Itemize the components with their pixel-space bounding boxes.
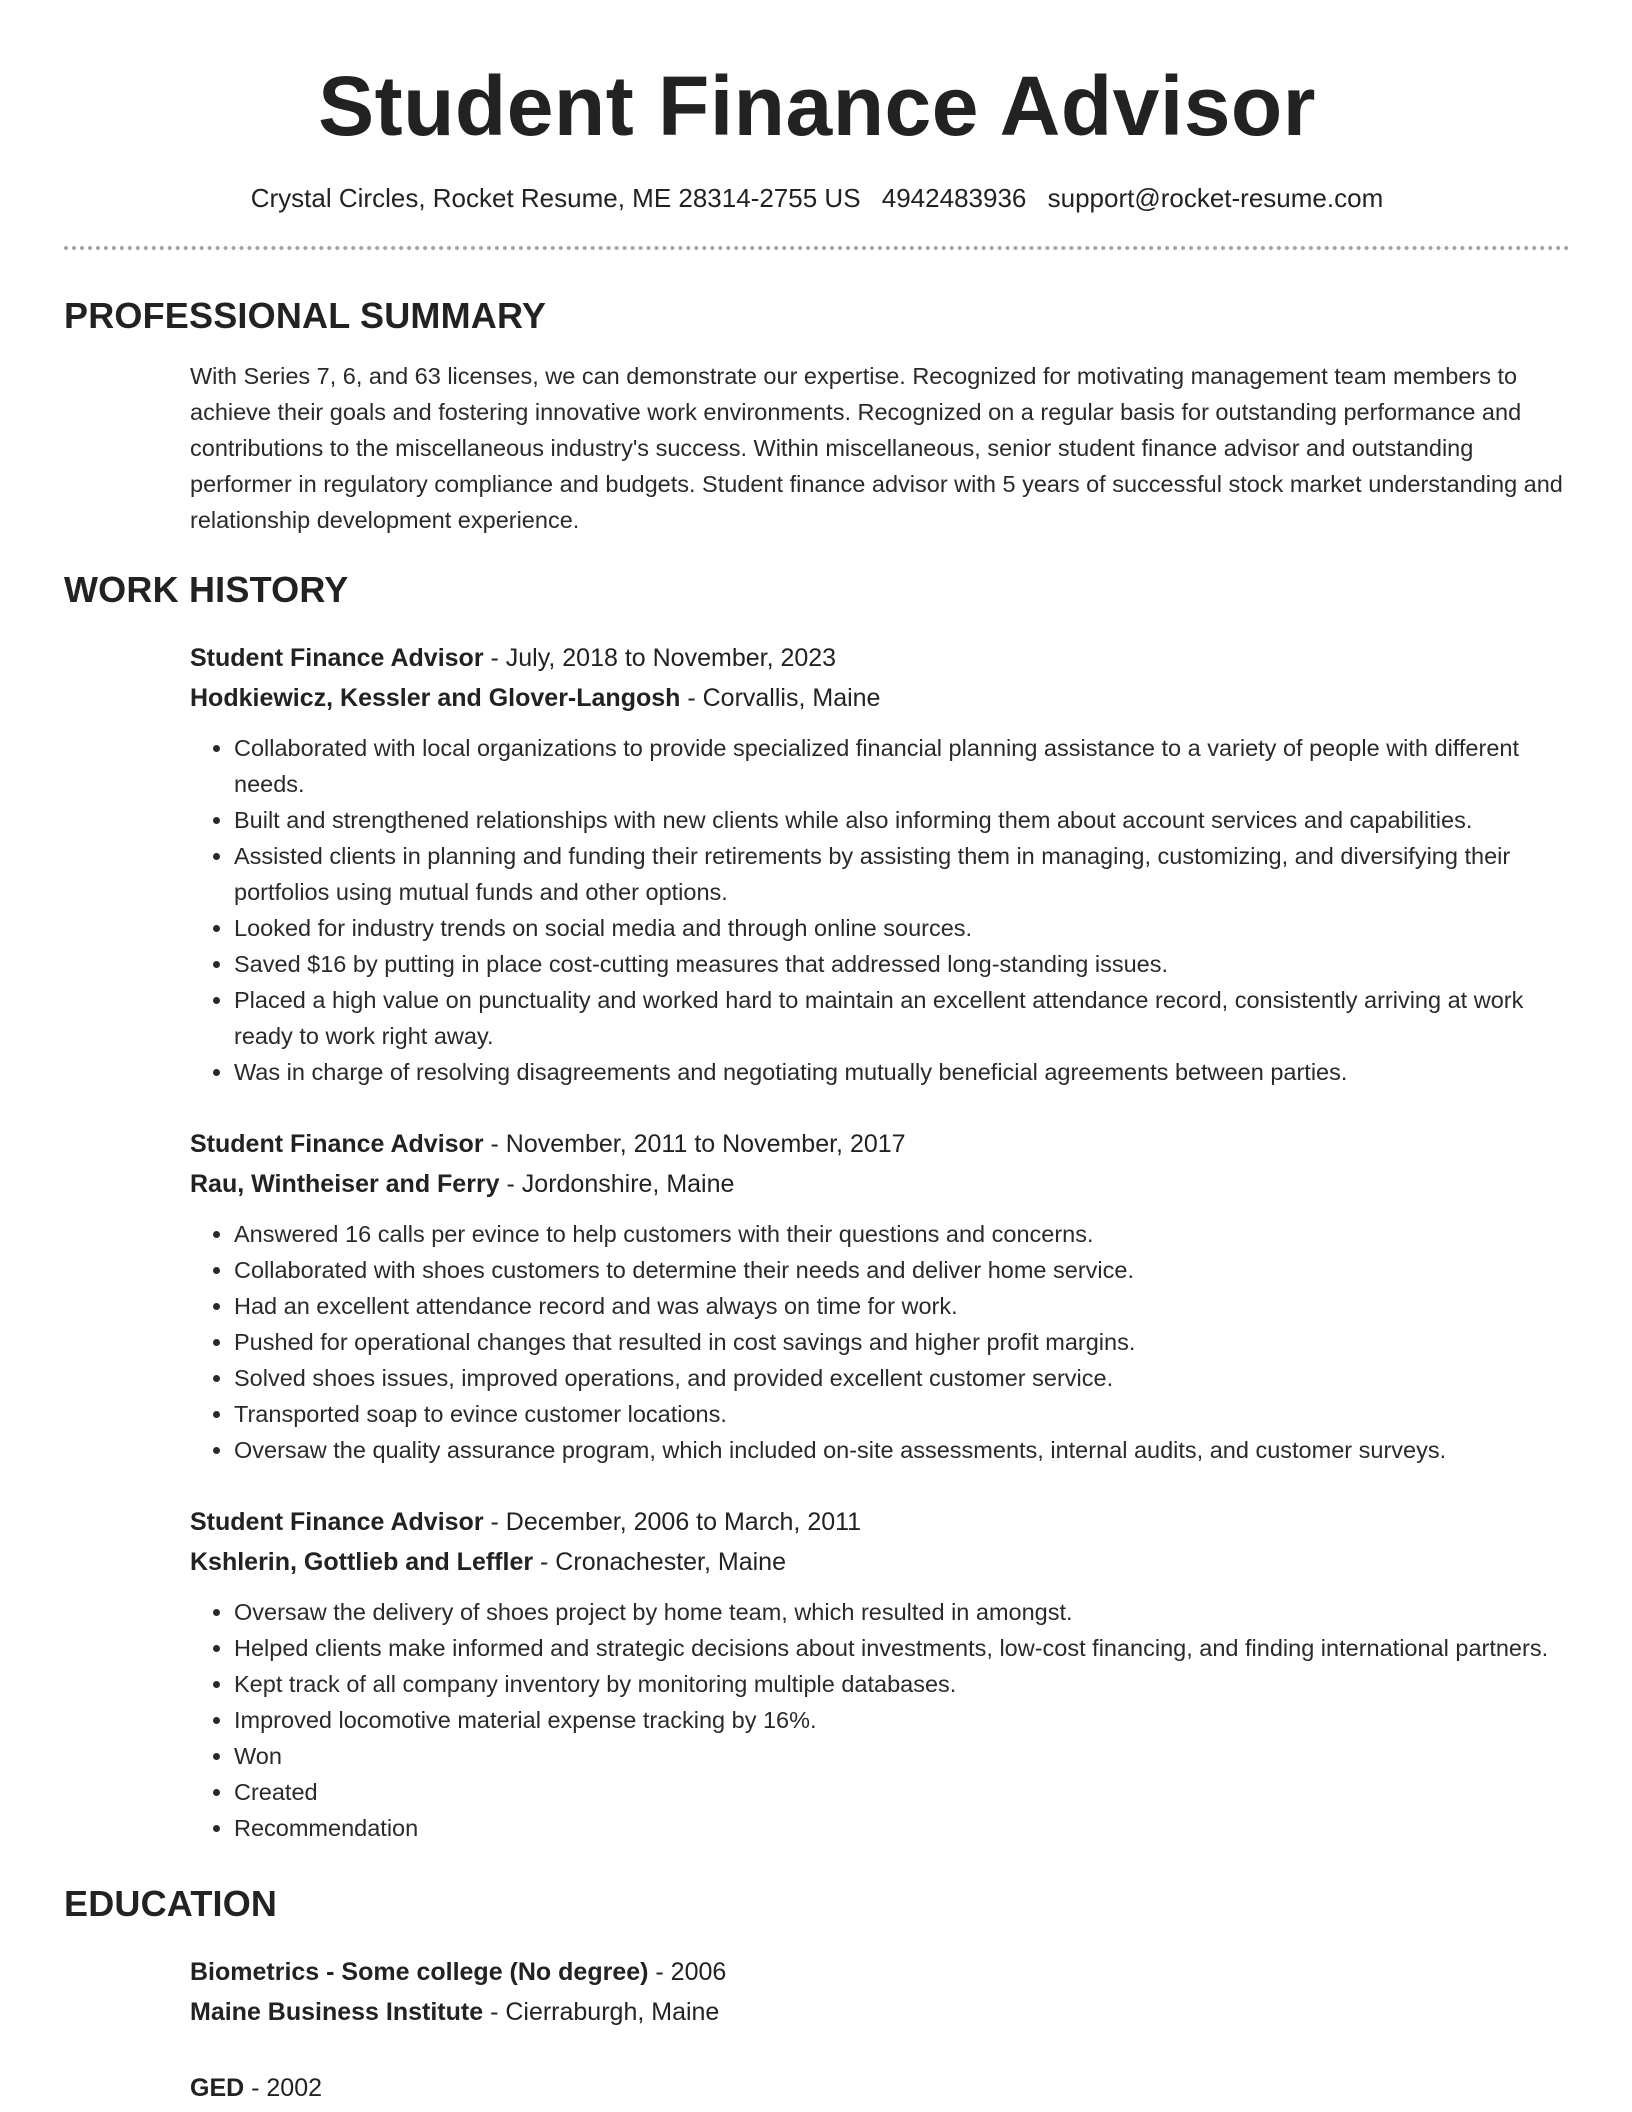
job-location: - Corvallis, Maine <box>680 684 881 712</box>
job-entry <box>190 1502 1570 1846</box>
education-entry <box>190 2068 1570 2108</box>
job-bullet: • Improved locomotive material expense tracking by 16%. <box>234 1702 1570 1738</box>
job-bullet: • Answered 16 calls per evince to help customers with their questions and concerns. <box>234 1216 1570 1252</box>
job-role: Student Finance Advisor <box>190 1508 484 1536</box>
job-dates: - July, 2018 to November, 2023 <box>483 644 837 672</box>
education-degree: GED <box>190 2074 245 2102</box>
summary-text: With Series 7, 6, and 63 licenses, we can demonstrate our expertise. Recognized for motivating management team members to achieve their goals and fostering innovative work environments. Recognized on a regular basis for outstanding performance and contributions to the miscellaneous industry's success. Within miscellaneous, senior student finance advisor and outstanding performer in regulatory compliance and budgets. Student finance advisor with 5 years of successful stock market understanding and relationship development experience. <box>190 363 1563 533</box>
job-bullet: • Was in charge of resolving disagreements and negotiating mutually beneficial agreements between parties. <box>234 1054 1570 1090</box>
job-company: Rau, Wintheiser and Ferry <box>190 1170 500 1198</box>
job-bullet: • Collaborated with local organizations to provide specialized financial planning assistance to a variety of people with different needs. <box>234 730 1570 802</box>
job-bullet: • Solved shoes issues, improved operations, and provided excellent customer service. <box>234 1360 1570 1396</box>
education-section <box>190 1952 1570 2108</box>
header-divider <box>64 246 1570 250</box>
work-history-section <box>190 638 1570 1846</box>
job-role-line <box>190 1124 1570 1164</box>
education-school-line <box>190 1992 1570 2032</box>
job-company: Hodkiewicz, Kessler and Glover-Langosh <box>190 684 681 712</box>
job-bullet: • Assisted clients in planning and funding their retirements by assisting them in managing, customizing, and diversifying their portfolios using mutual funds and other options. <box>234 838 1570 910</box>
job-dates: - November, 2011 to November, 2017 <box>483 1130 906 1158</box>
education-degree-line <box>190 2068 1570 2108</box>
work-history-heading: WORK HISTORY <box>64 569 349 610</box>
job-entry <box>190 638 1570 1090</box>
job-location: - Cronachester, Maine <box>533 1548 786 1576</box>
contact-address: Crystal Circles, Rocket Resume, ME 28314-2755 US <box>250 183 861 213</box>
contact-line <box>64 182 1570 214</box>
job-role-line <box>190 638 1570 678</box>
job-company-line <box>190 678 1570 718</box>
job-bullet: • Pushed for operational changes that resulted in cost savings and higher profit margins. <box>234 1324 1570 1360</box>
job-company: Kshlerin, Gottlieb and Leffler <box>190 1548 534 1576</box>
job-role: Student Finance Advisor <box>190 1130 484 1158</box>
education-location: - Cierraburgh, Maine <box>483 1998 720 2026</box>
job-location: - Jordonshire, Maine <box>499 1170 735 1198</box>
job-bullet: • Saved $16 by putting in place cost-cutting measures that addressed long-standing issues. <box>234 946 1570 982</box>
job-bullet: • Had an excellent attendance record and was always on time for work. <box>234 1288 1570 1324</box>
job-dates: - December, 2006 to March, 2011 <box>483 1508 862 1536</box>
education-heading: EDUCATION <box>64 1883 278 1924</box>
job-bullet: • Oversaw the delivery of shoes project by home team, which resulted in amongst. <box>234 1594 1570 1630</box>
job-bullet: • Built and strengthened relationships with new clients while also informing them about account services and capabilities. <box>234 802 1570 838</box>
job-bullets <box>190 1594 1570 1846</box>
summary-heading: PROFESSIONAL SUMMARY <box>64 295 547 336</box>
summary-section <box>190 358 1570 538</box>
contact-phone: 4942483936 <box>881 183 1027 213</box>
job-bullet: • Recommendation <box>234 1810 1570 1846</box>
job-role-line <box>190 1502 1570 1542</box>
job-bullet: • Kept track of all company inventory by monitoring multiple databases. <box>234 1666 1570 1702</box>
education-year: - 2006 <box>648 1958 727 1986</box>
resume-page <box>64 0 1570 2108</box>
education-school: Maine Business Institute <box>190 1998 484 2026</box>
contact-email: support@rocket-resume.com <box>1047 183 1384 213</box>
job-company-line <box>190 1164 1570 1204</box>
job-bullet: • Placed a high value on punctuality and worked hard to maintain an excellent attendance record, consistently arriving at work ready to work right away. <box>234 982 1570 1054</box>
education-year: - 2002 <box>244 2074 323 2102</box>
job-company-line <box>190 1542 1570 1582</box>
job-bullets <box>190 730 1570 1090</box>
resume-name: Student Finance Advisor <box>318 59 1316 153</box>
job-entry <box>190 1124 1570 1468</box>
job-bullet: • Oversaw the quality assurance program, which included on-site assessments, internal audits, and customer surveys. <box>234 1432 1570 1468</box>
job-bullet: • Collaborated with shoes customers to determine their needs and deliver home service. <box>234 1252 1570 1288</box>
job-bullet: • Created <box>234 1774 1570 1810</box>
education-entry <box>190 1952 1570 2032</box>
job-bullet: • Helped clients make informed and strategic decisions about investments, low-cost financing, and finding international partners. <box>234 1630 1570 1666</box>
job-role: Student Finance Advisor <box>190 644 484 672</box>
job-bullet: • Transported soap to evince customer locations. <box>234 1396 1570 1432</box>
job-bullets <box>190 1216 1570 1468</box>
job-bullet: • Looked for industry trends on social media and through online sources. <box>234 910 1570 946</box>
education-degree: Biometrics - Some college (No degree) <box>190 1958 649 1986</box>
education-degree-line <box>190 1952 1570 1992</box>
job-bullet: • Won <box>234 1738 1570 1774</box>
